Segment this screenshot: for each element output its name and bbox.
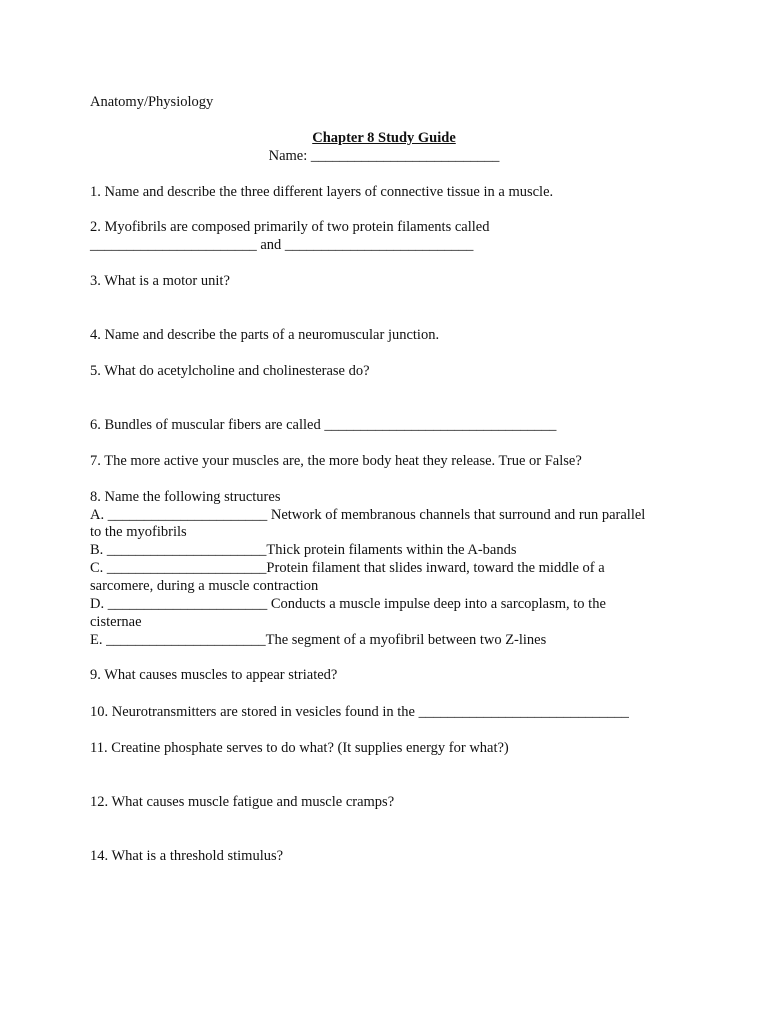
- question-8-item-c-continued: sarcomere, during a muscle contraction: [90, 578, 319, 594]
- question-12: 12. What causes muscle fatigue and muscle cramps?: [90, 794, 395, 810]
- page-title: Chapter 8 Study Guide: [312, 130, 456, 146]
- course-label: Anatomy/Physiology: [90, 94, 214, 110]
- question-7: 7. The more active your muscles are, the more body heat they release. True or False?: [90, 453, 582, 469]
- question-8-heading: 8. Name the following structures: [90, 489, 281, 505]
- question-8-item-a-continued: to the myofibrils: [90, 524, 187, 540]
- question-11: 11. Creatine phosphate serves to do what? (It supplies energy for what?): [90, 740, 509, 756]
- name-field-line: Name: __________________________: [268, 148, 500, 164]
- question-1: 1. Name and describe the three different layers of connective tissue in a muscle.: [90, 184, 554, 200]
- question-10: 10. Neurotransmitters are stored in vesicles found in the _____________________________: [90, 704, 629, 720]
- question-8-item-b: B. ______________________Thick protein filaments within the A-bands: [90, 542, 517, 558]
- question-14: 14. What is a threshold stimulus?: [90, 848, 284, 864]
- question-2: 2. Myofibrils are composed primarily of two protein filaments called: [90, 219, 490, 235]
- question-8-item-a: A. ______________________ Network of membranous channels that surround and run parallel: [90, 507, 646, 523]
- question-5: 5. What do acetylcholine and cholinesterase do?: [90, 363, 370, 379]
- question-4: 4. Name and describe the parts of a neuromuscular junction.: [90, 327, 440, 343]
- question-6: 6. Bundles of muscular fibers are called ________________________________: [90, 417, 557, 433]
- question-3: 3. What is a motor unit?: [90, 273, 230, 289]
- question-8-item-d: D. ______________________ Conducts a muscle impulse deep into a sarcoplasm, to the: [90, 596, 606, 612]
- question-2-blanks: _______________________ and __________________________: [90, 237, 474, 253]
- question-8-item-d-continued: cisternae: [90, 614, 142, 630]
- question-9: 9. What causes muscles to appear striated?: [90, 667, 338, 683]
- question-8-item-e: E. ______________________The segment of a myofibril between two Z-lines: [90, 632, 547, 648]
- question-8-item-c: C. ______________________Protein filament that slides inward, toward the middle of a: [90, 560, 605, 576]
